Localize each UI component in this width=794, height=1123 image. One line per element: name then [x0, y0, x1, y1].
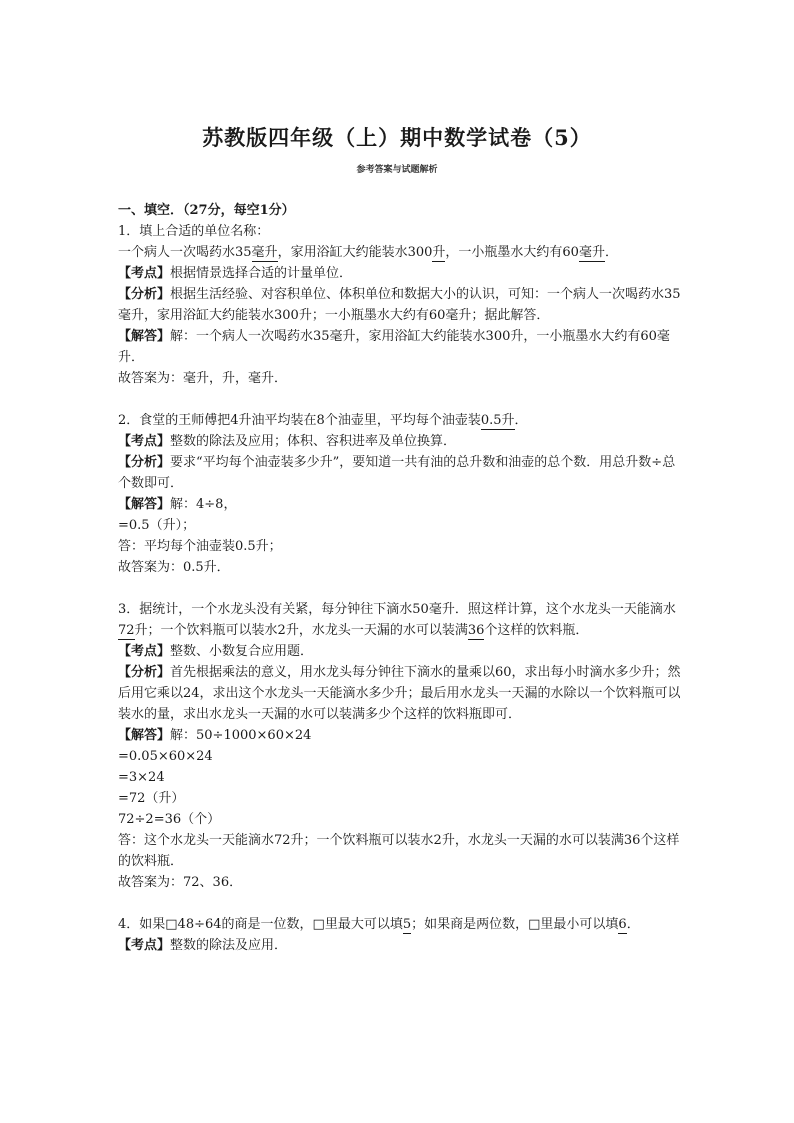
answer-blank: 0.5升 — [480, 413, 515, 428]
question-1-final: 故答案为：毫升，升，毫升． — [118, 371, 288, 386]
solution-line: 答：平均每个油壶装0.5升； — [118, 539, 282, 554]
question-1-point — [118, 263, 686, 284]
analysis-tag: 【分析】 — [118, 287, 171, 302]
text: 升；一个饮料瓶可以装水2升，水龙头一天漏的水可以装满 — [134, 623, 468, 638]
solution-tag: 【解答】 — [118, 728, 171, 743]
solution-line: 答：这个水龙头一天能滴水72升；一个饮料瓶可以装水2升，水龙头一天漏的水可以装满36个这样的饮料瓶． — [118, 833, 680, 869]
solution-line: =3×24 — [118, 770, 165, 785]
answer-blank: 5 — [402, 917, 412, 932]
text: 一个病人一次喝药水35 — [118, 245, 252, 260]
question-2-body — [118, 410, 686, 431]
question-4-body — [118, 914, 686, 935]
text: ． — [626, 917, 640, 932]
point-tag: 【考点】 — [118, 644, 171, 659]
question-1-solution — [118, 326, 686, 368]
question-3-body — [118, 599, 686, 641]
point-text: 整数、小数复合应用题． — [170, 644, 314, 659]
answer-blank: 36 — [467, 623, 485, 638]
text: 2．食堂的王师傅把4升油平均装在8个油壶里，平均每个油壶装 — [118, 413, 481, 428]
question-3-point — [118, 641, 686, 662]
solution-line: =0.05×60×24 — [118, 749, 213, 764]
question-3-solution — [118, 725, 686, 746]
text: ． — [604, 245, 618, 260]
text: ． — [514, 413, 528, 428]
point-text: 整数的除法及应用；体积、容积进率及单位换算． — [170, 434, 457, 449]
solution-line: 72÷2=36（个） — [118, 812, 221, 827]
question-4-point — [118, 935, 686, 956]
analysis-tag: 【分析】 — [118, 455, 171, 470]
answer-blank: 毫升 — [251, 245, 278, 260]
text: 4．如果□48÷64的商是一位数，□里最大可以填 — [118, 917, 403, 932]
section-heading: 一、填空．（27分，每空1分） — [118, 203, 295, 218]
question-3-analysis — [118, 662, 686, 725]
question-2-point — [118, 431, 686, 452]
text: 3．据统计，一个水龙头没有关紧，每分钟往下滴水50毫升．照这样计算，这个水龙头一天能滴水 — [118, 602, 676, 617]
text: ；如果商是两位数，□里最小可以填 — [411, 917, 619, 932]
analysis-text: 根据生活经验、对容积单位、体积单位和数据大小的认识，可知：一个病人一次喝药水35毫升，家用浴缸大约能装水300升；一小瓶墨水大约有60毫升；据此解答． — [118, 287, 681, 323]
point-text: 根据情景选择合适的计量单位． — [170, 266, 353, 281]
question-2-solution — [118, 494, 686, 515]
page-subtitle: 参考答案与试题解析 — [356, 165, 438, 175]
text: ，家用浴缸大约能装水300 — [277, 245, 433, 260]
answer-blank: 毫升 — [578, 245, 605, 260]
question-1-stem: 1．填上合适的单位名称： — [118, 224, 270, 239]
question-1-analysis — [118, 284, 686, 326]
analysis-text: 要求“平均每个油壶装多少升”，要知道一共有油的总升数和油壶的总个数．用总升数÷总个数即可． — [118, 455, 676, 491]
analysis-text: 首先根据乘法的意义，用水龙头每分钟往下滴水的量乘以60，求出每小时滴水多少升；然后用它乘以24，求出这个水龙头一天能滴水多少升；最后用水龙头一天漏的水除以一个饮料瓶可以装水的量，求出水龙头一天漏的水可以装满多少个这样的饮料瓶即可． — [118, 665, 681, 722]
question-2-final: 故答案为：0.5升． — [118, 560, 230, 575]
point-text: 整数的除法及应用． — [170, 938, 288, 953]
document-body — [118, 200, 686, 956]
solution-line: =72（升） — [118, 791, 185, 806]
point-tag: 【考点】 — [118, 938, 171, 953]
answer-blank: 升 — [432, 245, 446, 260]
solution-tag: 【解答】 — [118, 497, 171, 512]
solution-text: 解：50÷1000×60×24 — [170, 728, 312, 743]
solution-line: =0.5（升）； — [118, 518, 196, 533]
solution-tag: 【解答】 — [118, 329, 171, 344]
analysis-tag: 【分析】 — [118, 665, 171, 680]
solution-text: 解：一个病人一次喝药水35毫升，家用浴缸大约能装水300升，一小瓶墨水大约有60毫升． — [118, 329, 670, 365]
question-2-analysis — [118, 452, 686, 494]
question-1-body — [118, 242, 686, 263]
text: ，一小瓶墨水大约有60 — [445, 245, 579, 260]
point-tag: 【考点】 — [118, 434, 171, 449]
answer-blank: 72 — [118, 623, 135, 638]
page-title: 苏教版四年级（上）期中数学试卷（5） — [202, 125, 592, 150]
answer-blank: 6 — [618, 917, 627, 932]
text: 个这样的饮料瓶． — [484, 623, 589, 638]
point-tag: 【考点】 — [118, 266, 171, 281]
question-3-final: 故答案为：72、36． — [118, 875, 243, 890]
solution-text: 解：4÷8， — [170, 497, 237, 512]
